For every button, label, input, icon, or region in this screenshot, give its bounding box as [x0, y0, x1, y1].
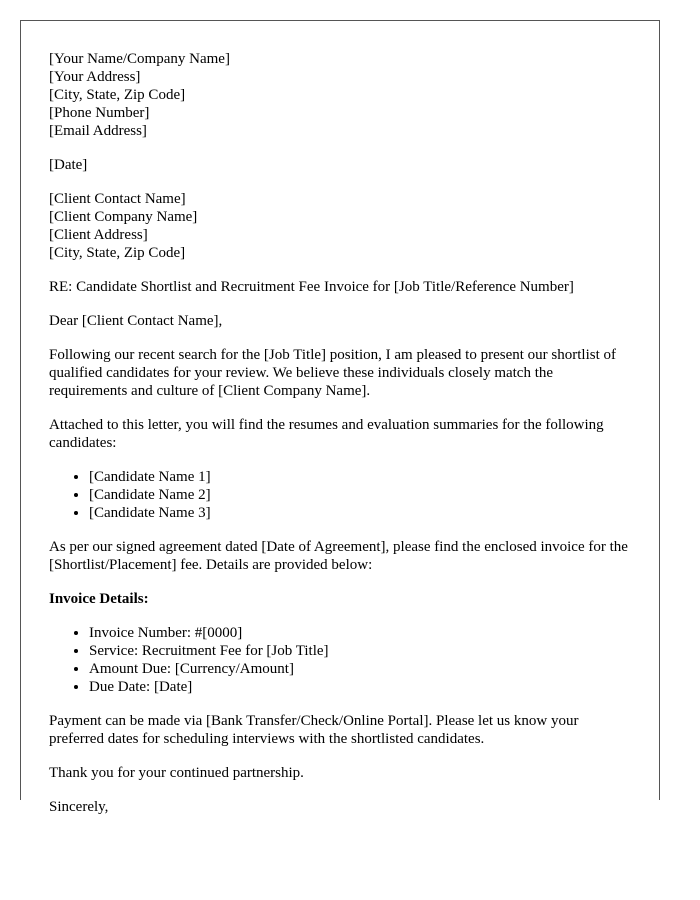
sender-city: [City, State, Zip Code] — [49, 87, 186, 103]
thanks-paragraph: Thank you for your continued partnership. — [49, 765, 304, 781]
sender-address: [Your Address] — [49, 69, 141, 85]
sender-name: [Your Name/Company Name] — [49, 51, 230, 67]
payment-paragraph: Payment can be made via [Bank Transfer/Check/Online Portal]. Please let us know your preferred dates for scheduling interviews with the shortlisted candidates. — [49, 713, 579, 747]
recipient-address: [Client Address] — [49, 227, 148, 243]
list-item: • Invoice Number: #[0000] — [89, 624, 631, 642]
subject-line: RE: Candidate Shortlist and Recruitment Fee Invoice for [Job Title/Reference Number] — [49, 279, 574, 295]
sender-phone: [Phone Number] — [49, 105, 150, 121]
candidate-list — [49, 468, 631, 522]
recipient-contact: [Client Contact Name] — [49, 191, 186, 207]
sender-block — [49, 50, 631, 140]
list-item: • Amount Due: [Currency/Amount] — [89, 660, 631, 678]
list-item: • [Candidate Name 3] — [89, 504, 631, 522]
recipient-company: [Client Company Name] — [49, 209, 198, 225]
invoice-list — [49, 624, 631, 696]
letter-date: [Date] — [49, 157, 88, 173]
letter-content — [21, 21, 659, 816]
agreement-paragraph: As per our signed agreement dated [Date of Agreement], please find the enclosed invoice for the [Shortlist/Placement] fee. Details are provided below: — [49, 539, 628, 573]
list-item: • Due Date: [Date] — [89, 678, 631, 696]
sender-email: [Email Address] — [49, 123, 147, 139]
list-item: • Service: Recruitment Fee for [Job Title] — [89, 642, 631, 660]
intro-paragraph: Following our recent search for the [Job Title] position, I am pleased to present our shortlist of qualified candidates for your review. We believe these individuals closely match the requirements and culture of [Client Company Name]. — [49, 347, 616, 399]
invoice-heading: Invoice Details: — [49, 591, 149, 607]
attachment-paragraph: Attached to this letter, you will find the resumes and evaluation summaries for the following candidates: — [49, 417, 604, 451]
closing: Sincerely, — [49, 799, 109, 815]
recipient-block — [49, 190, 631, 262]
salutation: Dear [Client Contact Name], — [49, 313, 223, 329]
list-item: • [Candidate Name 2] — [89, 486, 631, 504]
recipient-city: [City, State, Zip Code] — [49, 245, 186, 261]
letter-page — [20, 20, 660, 815]
list-item: • [Candidate Name 1] — [89, 468, 631, 486]
